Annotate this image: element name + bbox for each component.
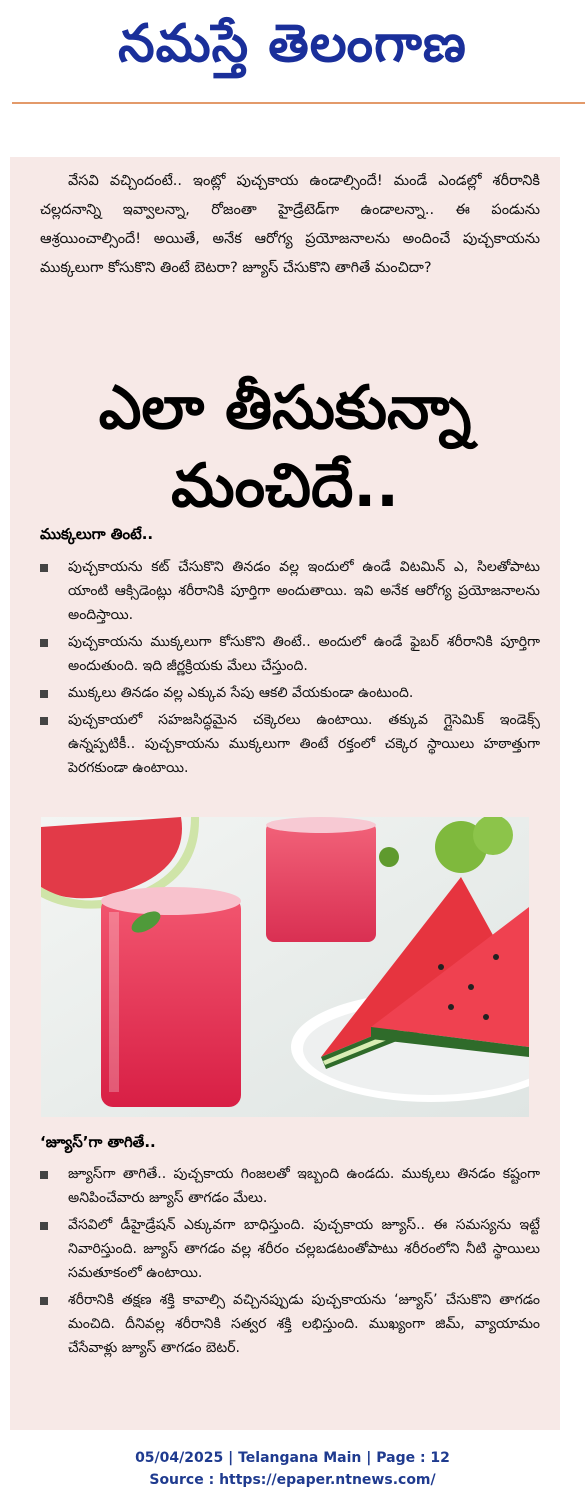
article-intro: వేసవి వచ్చిందంటే.. ఇంట్లో పుచ్చకాయ ఉండాల్సిందే! మండే ఎండల్లో శరీరానికి చల్లదనాన్ని ఇవ్వాలన్నా, రోజంతా హైడ్రేటెడ్‌గా ఉండాలన్నా.. ఈ పండును ఆశ్రయించాల్సిందే! అయితే, అనేక ఆరోగ్య ప్రయోజనాలను అందించే పుచ్చకాయను ముక్కలుగా కోసుకొని తింటే బెటరా? జ్యూస్ చేసుకొని తాగితే మంచిదా? bbox=[40, 173, 540, 276]
footer-edition-info: 05/04/2025 | Telangana Main | Page : 12 bbox=[135, 1450, 450, 1466]
list-item: వేసవిలో డీహైడ్రేషన్ ఎక్కువగా బాధిస్తుంది. పుచ్చకాయ జ్యూస్.. ఈ సమస్యను ఇట్టే నివారిస్తుంది. జ్యూస్ తాగడం వల్ల శరీరం చల్లబడటంతోపాటు శరీరంలోని నీటి స్థాయిలు సమతూకంలో ఉంటాయి. bbox=[40, 1213, 540, 1285]
list-item: పుచ్చకాయలో సహజసిద్ధమైన చక్కెరలు ఉంటాయి. తక్కువ గ్లైసెమిక్ ఇండెక్స్ ఉన్నప్పటికీ.. పుచ్చకాయను ముక్కలుగా తింటే రక్తంలో చక్కెర స్థాయిలు హఠాత్తుగా పెరగకుండా ఉంటాయి. bbox=[40, 708, 540, 780]
masthead bbox=[0, 0, 585, 100]
list-item: పుచ్చకాయను కట్ చేసుకొని తినడం వల్ల ఇందులో ఉండే విటమిన్ ఎ, సిలతోపాటు యాంటి ఆక్సిడెంట్లు శరీరానికి పూర్తిగా అందుతాయి. ఇవి అనేక ఆరోగ్య ప్రయోజనాలను అందిస్తాయి. bbox=[40, 555, 540, 627]
article-headline bbox=[10, 369, 560, 525]
watermelon-juice-photo bbox=[41, 817, 529, 1117]
section-1-list bbox=[40, 555, 540, 783]
list-item: పుచ్చకాయను ముక్కలుగా కోసుకొని తింటే.. అందులో ఉండే ఫైబర్ శరీరానికి పూర్తిగా అందుతుంది. ఇది జీర్ణక్రియకు మేలు చేస్తుంది. bbox=[40, 630, 540, 678]
bullet-square-icon bbox=[40, 717, 48, 725]
masthead-title: నమస్తే తెలంగాణ bbox=[118, 13, 467, 74]
section-2-title: ‘జ్యూస్’గా తాగితే.. bbox=[40, 1133, 156, 1151]
bullet-square-icon bbox=[40, 690, 48, 698]
masthead-rule bbox=[12, 102, 585, 104]
article-card bbox=[10, 157, 560, 1430]
footer-source-link[interactable]: Source : https://epaper.ntnews.com/ bbox=[149, 1472, 436, 1488]
section-1-title: ముక్కలుగా తింటే.. bbox=[40, 525, 154, 543]
bullet-square-icon bbox=[40, 1222, 48, 1230]
bullet-square-icon bbox=[40, 564, 48, 572]
bullet-square-icon bbox=[40, 1171, 48, 1179]
bullet-square-icon bbox=[40, 1297, 48, 1305]
headline-line-2: మంచిదే.. bbox=[171, 451, 399, 521]
section-2-list bbox=[40, 1162, 540, 1363]
list-item: ముక్కలు తినడం వల్ల ఎక్కువ సేపు ఆకలి వేయకుండా ఉంటుంది. bbox=[40, 681, 540, 705]
bullet-square-icon bbox=[40, 639, 48, 647]
list-item: జ్యూస్‌గా తాగితే.. పుచ్చకాయ గింజలతో ఇబ్బంది ఉండదు. ముక్కలు తినడం కష్టంగా అనిపించేవారు జ్యూస్ తాగడం మేలు. bbox=[40, 1162, 540, 1210]
list-item: శరీరానికి తక్షణ శక్తి కావాల్సి వచ్చినప్పుడు పుచ్చకాయను ‘జ్యూస్’ చేసుకొని తాగడం మంచిది. దీనివల్ల శరీరానికి సత్వర శక్తి లభిస్తుంది. ముఖ్యంగా జిమ్, వ్యాయామం చేసేవాళ్లు జ్యూస్ తాగడం బెటర్. bbox=[40, 1288, 540, 1360]
headline-line-1: ఎలా తీసుకున్నా bbox=[98, 373, 472, 443]
